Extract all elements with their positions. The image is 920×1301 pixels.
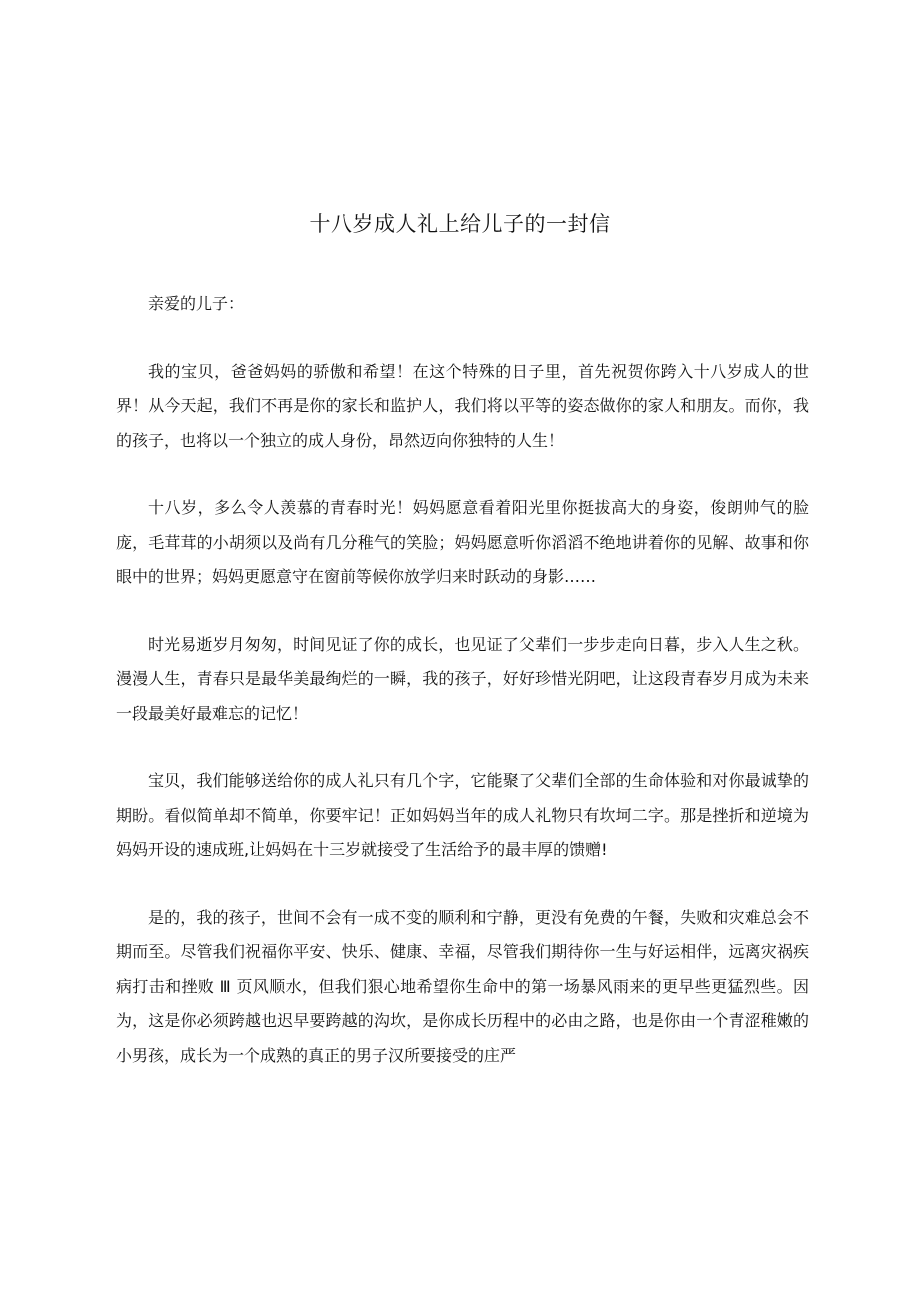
paragraph-4: 宝贝，我们能够送给你的成人礼只有几个字，它能聚了父辈们全部的生命体验和对你最诚挚的期盼。看似简单却不简单，你要牢记！正如妈妈当年的成人礼物只有坎坷二字。那是挫折和逆境为妈妈开设的速成班,让妈妈在十三岁就接受了生活给予的最丰厚的馈赠! xyxy=(116,771,809,859)
paragraph-3: 时光易逝岁月匆匆，时间见证了你的成长，也见证了父辈们一步步走向日暮，步入人生之秋。漫漫人生，青春只是最华美最绚烂的一瞬，我的孩子，好好珍惜光阴吧，让这段青春岁月成为未来一段最美好最难忘的记忆！ xyxy=(116,634,809,723)
paragraph-5: 是的，我的孩子，世间不会有一成不变的顺利和宁静，更没有免费的午餐，失败和灾难总会不期而至。尽管我们祝福你平安、快乐、健康、幸福，尽管我们期待你一生与好运相伴，远离灾祸疾病打击和挫败 Ⅲ 页风顺水，但我们狠心地希望你生命中的第一场暴风雨来的更早些更猛烈些。因为，这是你必须跨越也迟早要跨越的沟坎，是你成长历程中的必由之路，也是你由一个青涩稚嫩的小男孩，成长为一个成熟的真正的男子汉所要接受的庄严 xyxy=(116,907,809,1065)
document-title: 十八岁成人礼上给儿子的一封信 xyxy=(309,212,611,236)
salutation: 亲爱的儿子： xyxy=(148,294,245,313)
paragraph-1: 我的宝贝，爸爸妈妈的骄傲和希望！在这个特殊的日子里，首先祝贺你跨入十八岁成人的世界！从今天起，我们不再是你的家长和监护人，我们将以平等的姿态做你的家人和朋友。而你，我的孩子，也将以一个独立的成人身份，昂然迈向你独特的人生！ xyxy=(116,361,809,450)
letter-body xyxy=(116,287,809,1106)
paragraph-2: 十八岁，多么令人羡慕的青春时光！妈妈愿意看着阳光里你挺拔高大的身姿，俊朗帅气的脸庞，毛茸茸的小胡须以及尚有几分稚气的笑脸；妈妈愿意听你滔滔不绝地讲着你的见解、故事和你眼中的世界；妈妈更愿意守在窗前等候你放学归来时跃动的身影…… xyxy=(116,498,809,586)
